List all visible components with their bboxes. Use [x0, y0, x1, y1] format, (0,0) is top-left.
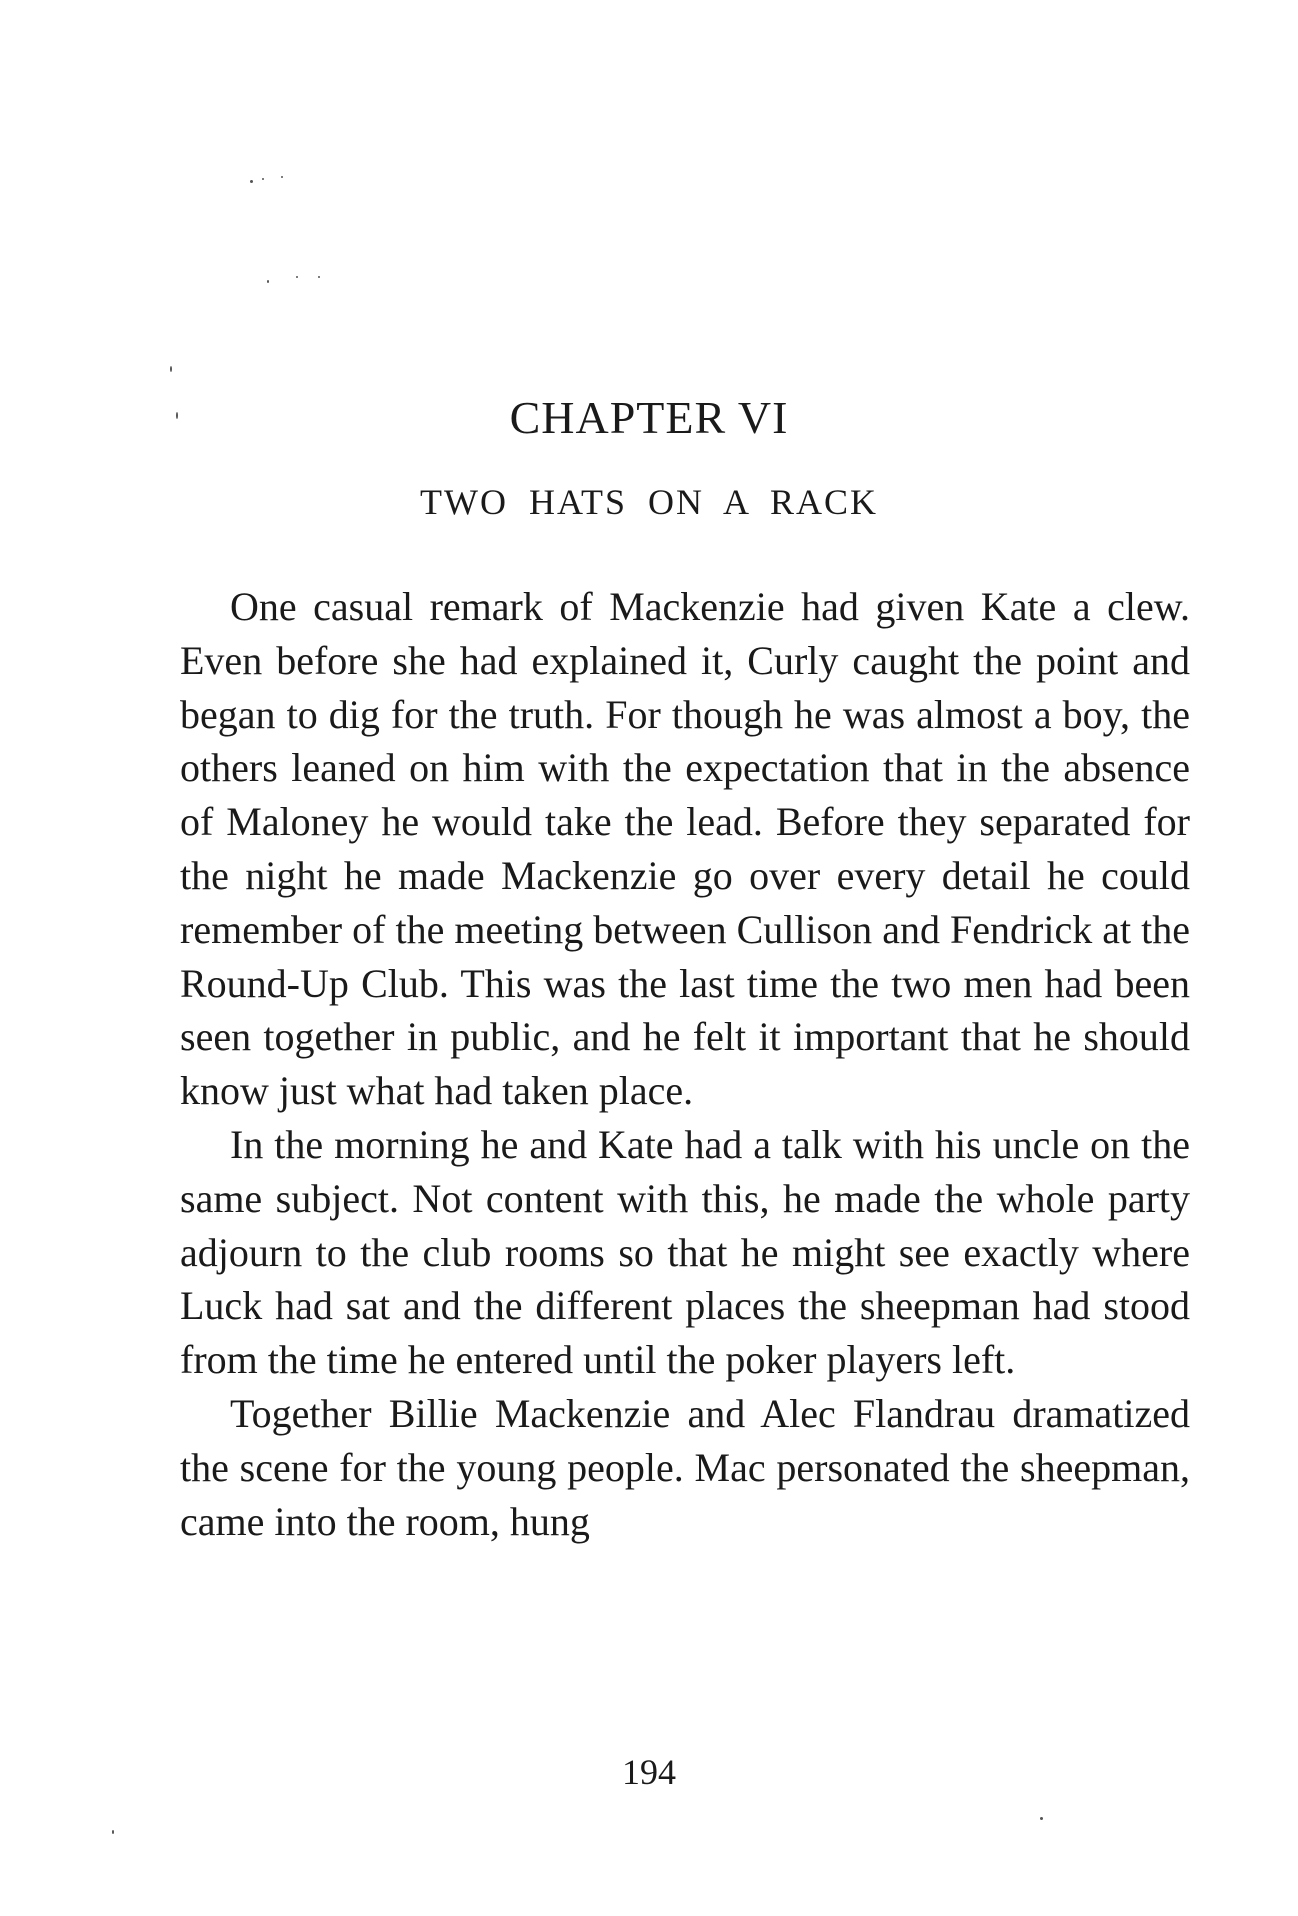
print-speck [250, 180, 253, 183]
body-text [180, 580, 1190, 1548]
print-speck [267, 280, 269, 283]
print-speck [281, 176, 283, 178]
print-speck [318, 276, 320, 278]
print-speck [170, 366, 172, 372]
print-speck [1040, 1817, 1043, 1820]
paragraph: In the morning he and Kate had a talk with his uncle on the same subject. Not content with this, he made the whole party adjourn to the club rooms so that he might see exactly where Luck had sat and the different places the sheepman had stood from the time he entered until the poker players left. [180, 1121, 1190, 1383]
print-speck [112, 1830, 114, 1834]
paragraph: Together Billie Mackenzie and Alec Flandrau dramatized the scene for the young people. Mac personated the sheepman, came into the room, hung [180, 1390, 1190, 1544]
print-speck [296, 276, 298, 278]
chapter-subtitle: TWO HATS ON A RACK [419, 482, 879, 522]
paragraph: One casual remark of Mackenzie had given Kate a clew. Even before she had explained it, Curly caught the point and began to dig for the truth. For though he was almost a boy, the others leaned on him with the expectation that in the absence of Maloney he would take the lead. Before they separated for the night he made Mackenzie go over every detail he could remember of the meeting between Cullison and Fendrick at the Round-Up Club. This was the last time the two men had been seen together in public, and he felt it important that he should know just what had taken place. [180, 584, 1190, 1114]
chapter-title: CHAPTER VI [509, 392, 789, 443]
page-number: 194 [622, 1752, 676, 1792]
print-speck [262, 178, 264, 180]
